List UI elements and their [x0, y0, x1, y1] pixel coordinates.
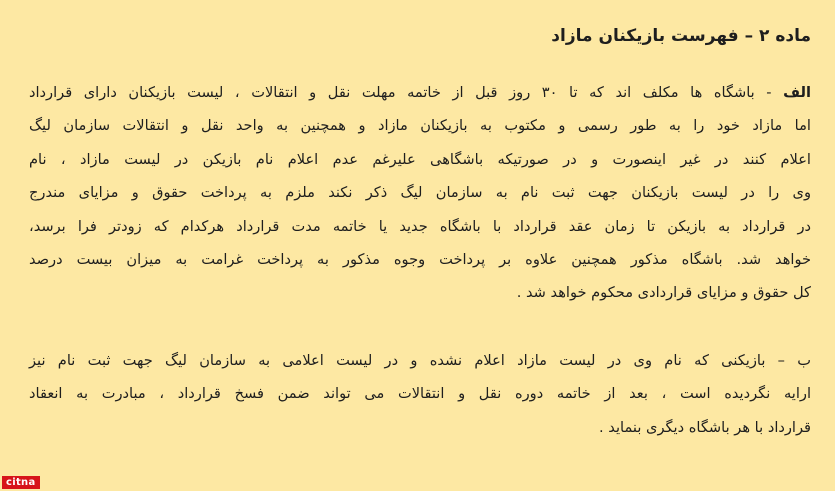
paragraph-line: وی را در لیست بازیکنان جهت ثبت نام به سازمان لیگ ذکر نکند ملزم به پرداخت حقوق و مزایای مندرج	[29, 184, 811, 202]
paragraph-line: خواهد شد. باشگاه مذکور همچنین علاوه بر پرداخت وجوه مذکور به پرداخت غرامت به میزان بیست درصد	[29, 250, 811, 268]
paragraph-line: اعلام کنند در غیر اینصورت و در صورتیکه باشگاهی علیرغم عدم اعلام نام بازیکن در لیست مازاد ، نام	[29, 150, 811, 168]
clause-label: الف	[783, 84, 811, 101]
paragraph-line: در قرارداد به بازیکن تا زمان عقد قرارداد با باشگاه جدید یا خاتمه مدت قرارداد هرکدام که زودتر فرا برسد،	[29, 217, 811, 235]
clause-be-paragraph	[29, 344, 811, 444]
paragraph-line: ب – بازیکنی که نام وی در لیست مازاد اعلام نشده و در لیست اعلامی به سازمان لیگ جهت ثبت نام نیز	[29, 352, 811, 369]
paragraph-line: ارایه نگردیده است ، بعد از خاتمه دوره نقل و انتقالات می تواند ضمن فسخ قرارداد ، مبادرت به انعقاد	[29, 385, 811, 403]
paragraph-line: اما مازاد خود را به طور رسمی و مکتوب به بازیکنان مازاد و همچنین به واحد نقل و انتقالات سازمان لیگ	[29, 117, 811, 135]
line-text: - باشگاه ها مکلف اند که تا ۳۰ روز قبل از خاتمه مهلت نقل و انتقالات ، لیست بازیکنان دارای قرارداد	[29, 84, 784, 101]
citna-logo: citna	[2, 476, 40, 489]
paragraph-line	[29, 76, 811, 109]
paragraph-line: قرارداد با هر باشگاه دیگری بنماید .	[599, 418, 811, 436]
article-heading: ماده ۲ – فهرست بازیکنان مازاد	[551, 26, 811, 46]
clause-alef-paragraph	[29, 76, 811, 310]
paragraph-line: کل حقوق و مزایای قراردادی محکوم خواهد شد .	[516, 284, 811, 302]
